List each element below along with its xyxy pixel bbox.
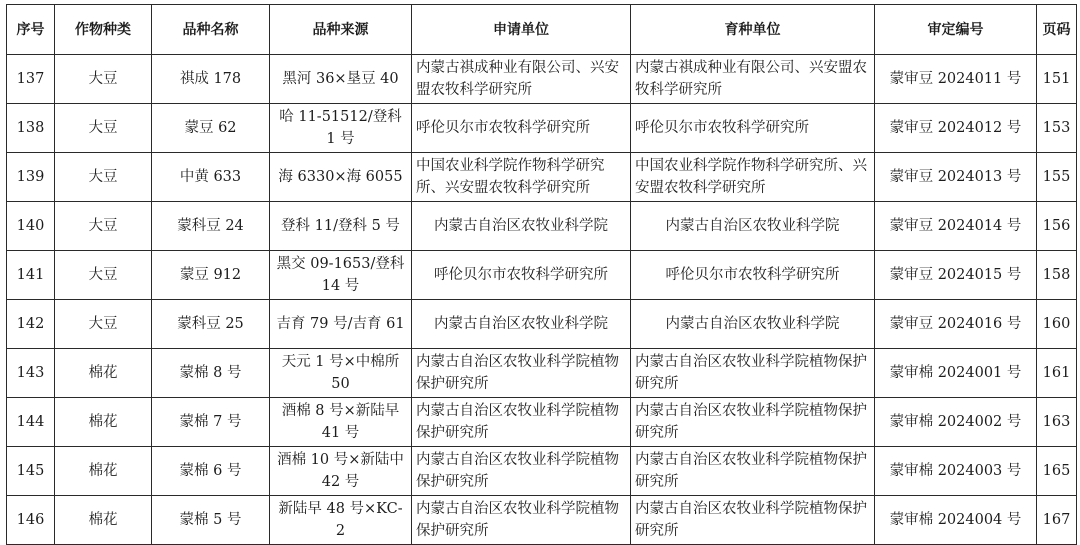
- cell-variety-name: 蒙科豆 25: [152, 300, 270, 349]
- cell-crop-type: 棉花: [55, 447, 152, 496]
- cell-variety-name: 蒙棉 8 号: [152, 349, 270, 398]
- cell-variety-name: 蒙棉 6 号: [152, 447, 270, 496]
- cell-approval-number: 蒙审豆 2024013 号: [875, 153, 1037, 202]
- cell-variety-source: 海 6330×海 6055: [270, 153, 412, 202]
- cell-breeder: 呼伦贝尔市农牧科学研究所: [631, 104, 875, 153]
- cell-approval-number: 蒙审豆 2024016 号: [875, 300, 1037, 349]
- cell-page: 153: [1037, 104, 1077, 153]
- cell-variety-source: 吉育 79 号/吉育 61: [270, 300, 412, 349]
- cell-crop-type: 大豆: [55, 300, 152, 349]
- cell-index: 145: [7, 447, 55, 496]
- cell-breeder: 中国农业科学院作物科学研究所、兴安盟农牧科学研究所: [631, 153, 875, 202]
- cell-breeder: 内蒙古自治区农牧业科学院: [631, 300, 875, 349]
- cell-variety-source: 哈 11-51512/登科 1 号: [270, 104, 412, 153]
- cell-applicant: 内蒙古自治区农牧业科学院植物保护研究所: [412, 349, 631, 398]
- variety-table: [6, 4, 1077, 545]
- header-cell-breeder: 育种单位: [631, 5, 875, 55]
- cell-variety-name: 祺成 178: [152, 55, 270, 104]
- cell-page: 158: [1037, 251, 1077, 300]
- cell-approval-number: 蒙审豆 2024012 号: [875, 104, 1037, 153]
- cell-breeder: 呼伦贝尔市农牧科学研究所: [631, 251, 875, 300]
- cell-crop-type: 大豆: [55, 202, 152, 251]
- cell-applicant: 内蒙古自治区农牧业科学院植物保护研究所: [412, 398, 631, 447]
- cell-approval-number: 蒙审棉 2024004 号: [875, 496, 1037, 545]
- cell-applicant: 内蒙古自治区农牧业科学院植物保护研究所: [412, 496, 631, 545]
- cell-index: 146: [7, 496, 55, 545]
- cell-breeder: 内蒙古自治区农牧业科学院植物保护研究所: [631, 447, 875, 496]
- header-cell-index: 序号: [7, 5, 55, 55]
- cell-crop-type: 棉花: [55, 398, 152, 447]
- cell-variety-source: 登科 11/登科 5 号: [270, 202, 412, 251]
- cell-page: 151: [1037, 55, 1077, 104]
- cell-index: 142: [7, 300, 55, 349]
- cell-page: 167: [1037, 496, 1077, 545]
- cell-variety-source: 黑交 09-1653/登科 14 号: [270, 251, 412, 300]
- cell-index: 140: [7, 202, 55, 251]
- cell-page: 161: [1037, 349, 1077, 398]
- cell-applicant: 内蒙古自治区农牧业科学院植物保护研究所: [412, 447, 631, 496]
- header-cell-approval-number: 审定编号: [875, 5, 1037, 55]
- table-row: [7, 496, 1077, 545]
- cell-crop-type: 棉花: [55, 496, 152, 545]
- cell-variety-source: 新陆早 48 号×KC-2: [270, 496, 412, 545]
- cell-page: 163: [1037, 398, 1077, 447]
- cell-breeder: 内蒙古自治区农牧业科学院植物保护研究所: [631, 398, 875, 447]
- cell-variety-name: 蒙棉 5 号: [152, 496, 270, 545]
- table-row: [7, 202, 1077, 251]
- cell-applicant: 呼伦贝尔市农牧科学研究所: [412, 251, 631, 300]
- cell-index: 143: [7, 349, 55, 398]
- table-row: [7, 349, 1077, 398]
- cell-variety-source: 酒棉 8 号×新陆早 41 号: [270, 398, 412, 447]
- header-cell-page: 页码: [1037, 5, 1077, 55]
- header-cell-crop-type: 作物种类: [55, 5, 152, 55]
- cell-breeder: 内蒙古自治区农牧业科学院植物保护研究所: [631, 496, 875, 545]
- cell-variety-source: 天元 1 号×中棉所 50: [270, 349, 412, 398]
- cell-index: 137: [7, 55, 55, 104]
- cell-applicant: 中国农业科学院作物科学研究所、兴安盟农牧科学研究所: [412, 153, 631, 202]
- table-row: [7, 153, 1077, 202]
- header-cell-variety-name: 品种名称: [152, 5, 270, 55]
- cell-variety-name: 蒙豆 62: [152, 104, 270, 153]
- cell-breeder: 内蒙古祺成种业有限公司、兴安盟农牧科学研究所: [631, 55, 875, 104]
- cell-approval-number: 蒙审棉 2024003 号: [875, 447, 1037, 496]
- cell-approval-number: 蒙审豆 2024011 号: [875, 55, 1037, 104]
- cell-approval-number: 蒙审棉 2024001 号: [875, 349, 1037, 398]
- table-row: [7, 55, 1077, 104]
- table-row: [7, 398, 1077, 447]
- table-row: [7, 300, 1077, 349]
- header-row: [7, 5, 1077, 55]
- cell-index: 138: [7, 104, 55, 153]
- header-cell-variety-source: 品种来源: [270, 5, 412, 55]
- cell-index: 144: [7, 398, 55, 447]
- table-row: [7, 447, 1077, 496]
- cell-breeder: 内蒙古自治区农牧业科学院植物保护研究所: [631, 349, 875, 398]
- cell-crop-type: 棉花: [55, 349, 152, 398]
- cell-crop-type: 大豆: [55, 153, 152, 202]
- cell-applicant: 呼伦贝尔市农牧科学研究所: [412, 104, 631, 153]
- cell-page: 155: [1037, 153, 1077, 202]
- cell-crop-type: 大豆: [55, 55, 152, 104]
- cell-variety-name: 蒙科豆 24: [152, 202, 270, 251]
- cell-breeder: 内蒙古自治区农牧业科学院: [631, 202, 875, 251]
- cell-variety-name: 蒙棉 7 号: [152, 398, 270, 447]
- cell-page: 165: [1037, 447, 1077, 496]
- cell-applicant: 内蒙古自治区农牧业科学院: [412, 300, 631, 349]
- cell-approval-number: 蒙审棉 2024002 号: [875, 398, 1037, 447]
- cell-crop-type: 大豆: [55, 251, 152, 300]
- cell-variety-name: 蒙豆 912: [152, 251, 270, 300]
- header-cell-applicant: 申请单位: [412, 5, 631, 55]
- cell-variety-source: 黑河 36×垦豆 40: [270, 55, 412, 104]
- cell-page: 156: [1037, 202, 1077, 251]
- cell-applicant: 内蒙古自治区农牧业科学院: [412, 202, 631, 251]
- cell-variety-source: 酒棉 10 号×新陆中 42 号: [270, 447, 412, 496]
- cell-index: 139: [7, 153, 55, 202]
- table-row: [7, 251, 1077, 300]
- cell-variety-name: 中黄 633: [152, 153, 270, 202]
- cell-applicant: 内蒙古祺成种业有限公司、兴安盟农牧科学研究所: [412, 55, 631, 104]
- cell-page: 160: [1037, 300, 1077, 349]
- cell-approval-number: 蒙审豆 2024015 号: [875, 251, 1037, 300]
- table-row: [7, 104, 1077, 153]
- cell-index: 141: [7, 251, 55, 300]
- cell-crop-type: 大豆: [55, 104, 152, 153]
- cell-approval-number: 蒙审豆 2024014 号: [875, 202, 1037, 251]
